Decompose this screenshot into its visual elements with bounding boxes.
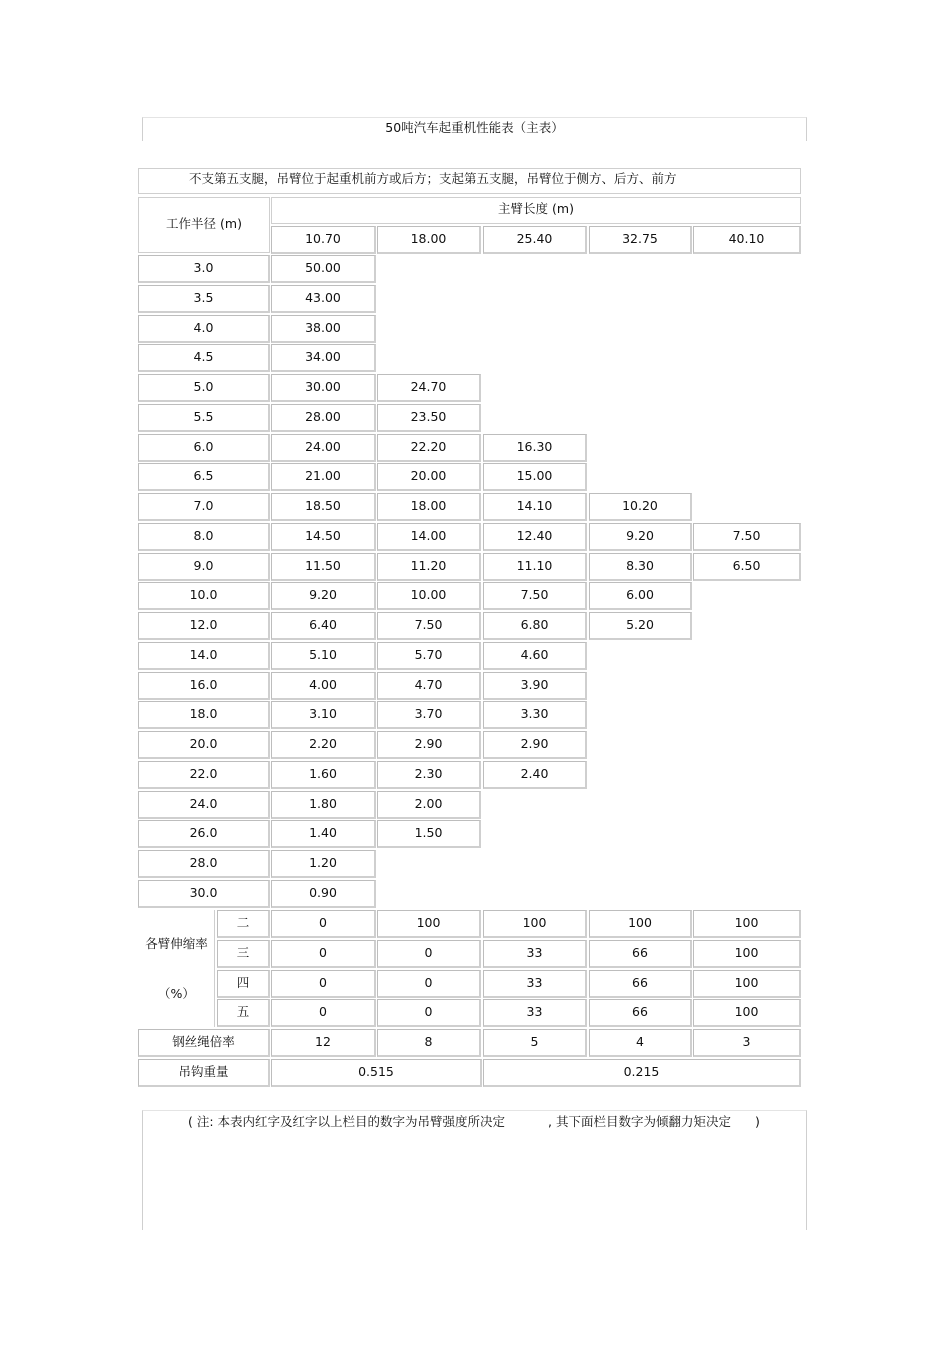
capacity-cell: 6.50 [693, 553, 801, 581]
capacity-cell: 1.20 [271, 850, 376, 878]
capacity-cell: 10.20 [589, 493, 692, 521]
telescope-rate-cell: 100 [693, 910, 801, 938]
capacity-cell: 20.00 [377, 463, 481, 491]
rope-cell: 5 [483, 1029, 587, 1057]
telescope-rate-cell: 66 [589, 970, 692, 998]
capacity-cell: 3.70 [377, 701, 481, 729]
radius-cell: 3.0 [138, 255, 270, 283]
footnote [142, 1110, 807, 1230]
hook-weight-cell: 0.515 [271, 1059, 482, 1087]
capacity-cell: 6.00 [589, 582, 692, 610]
radius-cell: 20.0 [138, 731, 270, 759]
capacity-cell: 12.40 [483, 523, 587, 551]
footnote-part-3: ) [755, 1114, 760, 1129]
capacity-cell: 14.50 [271, 523, 376, 551]
capacity-cell: 15.00 [483, 463, 587, 491]
capacity-cell: 1.80 [271, 791, 376, 819]
telescope-rate-cell: 0 [271, 910, 376, 938]
telescope-label: 各臂伸缩率 [145, 936, 208, 951]
radius-cell: 7.0 [138, 493, 270, 521]
telescope-rate-cell: 100 [483, 910, 587, 938]
boom-length-4: 32.75 [589, 226, 692, 254]
rope-label: 钢丝绳倍率 [138, 1029, 270, 1057]
capacity-cell: 38.00 [271, 315, 376, 343]
capacity-cell: 3.90 [483, 672, 587, 700]
working-condition-text: 不支第五支腿，吊臂位于起重机前方或后方；支起第五支腿，吊臂位于侧方、后方、前方 [138, 168, 801, 194]
telescope-rate-cell: 0 [271, 940, 376, 968]
telescope-rate-cell: 66 [589, 999, 692, 1027]
telescope-section: 三 [217, 940, 270, 968]
radius-cell: 30.0 [138, 880, 270, 908]
telescope-rate-cell: 0 [271, 970, 376, 998]
radius-cell: 18.0 [138, 701, 270, 729]
telescope-unit: （%） [158, 986, 195, 1001]
boom-length-header: 主臂长度 (m) [271, 197, 801, 224]
radius-cell: 5.5 [138, 404, 270, 432]
capacity-cell: 11.10 [483, 553, 587, 581]
capacity-cell: 2.30 [377, 761, 481, 789]
capacity-cell: 4.00 [271, 672, 376, 700]
radius-cell: 14.0 [138, 642, 270, 670]
telescope-rate-cell: 100 [589, 910, 692, 938]
capacity-cell: 3.10 [271, 701, 376, 729]
capacity-cell: 14.10 [483, 493, 587, 521]
telescope-rate-cell: 0 [377, 970, 481, 998]
capacity-cell: 18.50 [271, 493, 376, 521]
capacity-cell: 6.80 [483, 612, 587, 640]
telescope-rate-cell: 100 [693, 970, 801, 998]
capacity-cell: 4.60 [483, 642, 587, 670]
boom-length-3: 25.40 [483, 226, 587, 254]
radius-cell: 4.5 [138, 344, 270, 372]
telescope-rate-cell: 100 [693, 940, 801, 968]
capacity-cell: 8.30 [589, 553, 692, 581]
capacity-cell: 21.00 [271, 463, 376, 491]
hook-label: 吊钩重量 [138, 1059, 270, 1087]
telescope-rate-cell: 0 [377, 999, 481, 1027]
telescope-rate-cell: 0 [377, 940, 481, 968]
radius-cell: 9.0 [138, 553, 270, 581]
capacity-cell: 11.50 [271, 553, 376, 581]
capacity-cell: 2.40 [483, 761, 587, 789]
capacity-cell: 7.50 [377, 612, 481, 640]
radius-cell: 16.0 [138, 672, 270, 700]
telescope-rate-cell: 100 [377, 910, 481, 938]
table-title: 50吨汽车起重机性能表（主表） [142, 117, 807, 141]
capacity-cell: 1.40 [271, 820, 376, 848]
capacity-cell: 11.20 [377, 553, 481, 581]
telescope-rate-cell: 66 [589, 940, 692, 968]
telescope-rate-cell: 33 [483, 999, 587, 1027]
telescope-section: 二 [217, 910, 270, 938]
radius-cell: 8.0 [138, 523, 270, 551]
capacity-cell: 24.70 [377, 374, 481, 402]
boom-length-1: 10.70 [271, 226, 376, 254]
boom-length-5: 40.10 [693, 226, 801, 254]
capacity-cell: 34.00 [271, 344, 376, 372]
capacity-cell: 5.10 [271, 642, 376, 670]
radius-cell: 6.0 [138, 434, 270, 462]
capacity-cell: 43.00 [271, 285, 376, 313]
radius-cell: 4.0 [138, 315, 270, 343]
capacity-cell: 7.50 [483, 582, 587, 610]
capacity-cell: 10.00 [377, 582, 481, 610]
capacity-cell: 7.50 [693, 523, 801, 551]
rope-cell: 3 [693, 1029, 801, 1057]
radius-cell: 22.0 [138, 761, 270, 789]
footnote-part-2: , 其下面栏目数字为倾翻力矩决定 [548, 1114, 731, 1129]
capacity-cell: 9.20 [271, 582, 376, 610]
telescope-label-block [138, 910, 215, 1027]
telescope-section: 四 [217, 970, 270, 998]
capacity-cell: 50.00 [271, 255, 376, 283]
radius-cell: 3.5 [138, 285, 270, 313]
capacity-cell: 0.90 [271, 880, 376, 908]
radius-cell: 10.0 [138, 582, 270, 610]
capacity-cell: 3.30 [483, 701, 587, 729]
radius-header: 工作半径 (m) [138, 197, 270, 253]
telescope-rate-cell: 33 [483, 970, 587, 998]
capacity-cell: 2.90 [377, 731, 481, 759]
radius-cell: 26.0 [138, 820, 270, 848]
capacity-cell: 30.00 [271, 374, 376, 402]
telescope-rate-cell: 33 [483, 940, 587, 968]
capacity-cell: 22.20 [377, 434, 481, 462]
capacity-cell: 2.90 [483, 731, 587, 759]
radius-cell: 5.0 [138, 374, 270, 402]
capacity-cell: 16.30 [483, 434, 587, 462]
capacity-cell: 28.00 [271, 404, 376, 432]
rope-cell: 4 [589, 1029, 692, 1057]
radius-cell: 12.0 [138, 612, 270, 640]
capacity-cell: 9.20 [589, 523, 692, 551]
capacity-cell: 4.70 [377, 672, 481, 700]
capacity-cell: 6.40 [271, 612, 376, 640]
capacity-cell: 1.50 [377, 820, 481, 848]
capacity-cell: 5.70 [377, 642, 481, 670]
capacity-cell: 24.00 [271, 434, 376, 462]
capacity-cell: 5.20 [589, 612, 692, 640]
hook-weight-cell: 0.215 [483, 1059, 801, 1087]
telescope-section: 五 [217, 999, 270, 1027]
rope-cell: 8 [377, 1029, 481, 1057]
capacity-cell: 2.00 [377, 791, 481, 819]
capacity-cell: 23.50 [377, 404, 481, 432]
capacity-cell: 1.60 [271, 761, 376, 789]
telescope-rate-cell: 0 [271, 999, 376, 1027]
capacity-cell: 2.20 [271, 731, 376, 759]
radius-cell: 28.0 [138, 850, 270, 878]
footnote-part-1: ( 注: 本表内红字及红字以上栏目的数字为吊臂强度所决定 [188, 1114, 506, 1129]
capacity-cell: 14.00 [377, 523, 481, 551]
telescope-rate-cell: 100 [693, 999, 801, 1027]
capacity-cell: 18.00 [377, 493, 481, 521]
boom-length-2: 18.00 [377, 226, 481, 254]
radius-cell: 6.5 [138, 463, 270, 491]
rope-cell: 12 [271, 1029, 376, 1057]
radius-cell: 24.0 [138, 791, 270, 819]
